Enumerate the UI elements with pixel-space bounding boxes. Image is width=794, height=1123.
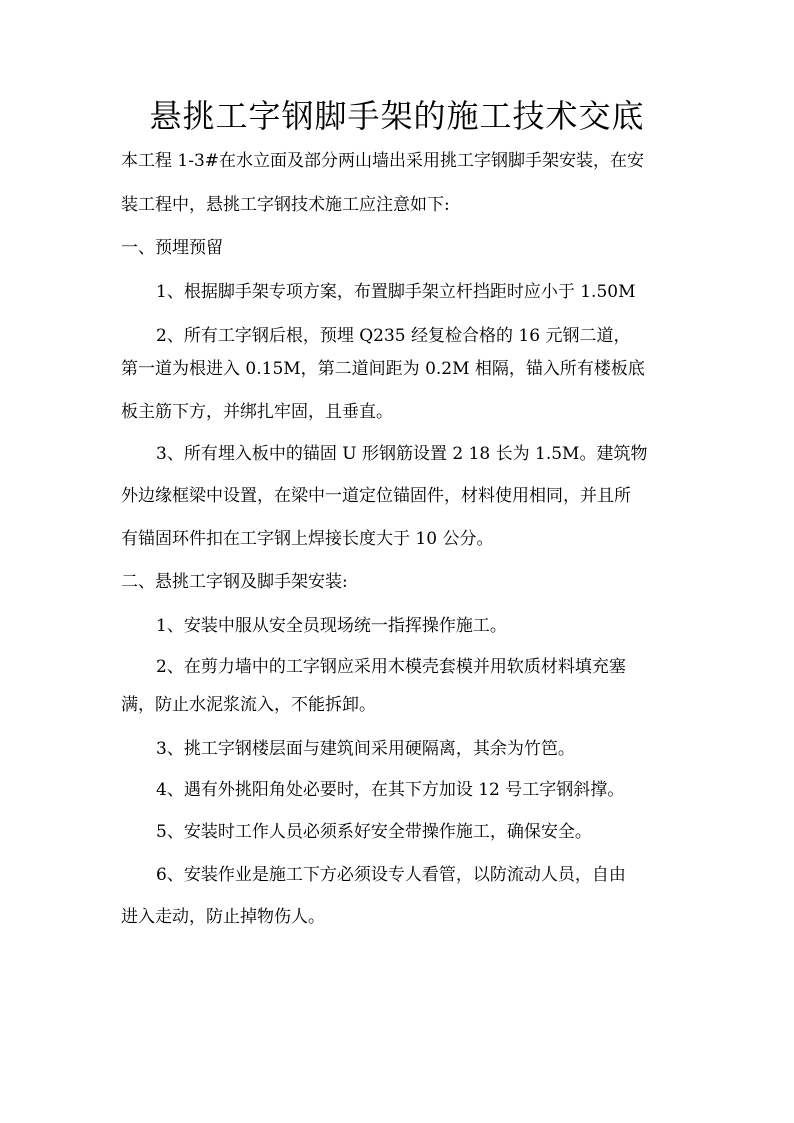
s1-item2-line-1: 2、所有工字钢后根，预埋 Q235 经复检合格的 16 元钢二道， (156, 326, 631, 346)
s2-item6-line-1: 6、安装作业是施工下方必须设专人看管，以防流动人员，自由 (156, 865, 626, 885)
s1-item3-line-3: 有锚固环件扣在工字钢上焊接长度大于 10 公分。 (121, 529, 494, 549)
s2-item3-line-1: 3、挑工字钢楼层面与建筑间采用硬隔离，其余为竹笆。 (156, 739, 575, 759)
s1-item3-line-1: 3、所有埋入板中的锚固 U 形钢筋设置 2 18 长为 1.5M。建筑物 (156, 444, 648, 464)
s2-item2-line-2: 满，防止水泥浆流入，不能拆卸。 (121, 695, 376, 715)
s1-item2-line-3: 板主筋下方，并绑扎牢固，且垂直。 (121, 402, 393, 422)
intro-line-1: 本工程 1-3#在水立面及部分两山墙出采用挑工字钢脚手架安装，在安 (121, 151, 645, 171)
document-title: 悬挑工字钢脚手架的施工技术交底 (149, 97, 645, 135)
intro-line-2: 装工程中，悬挑工字钢技术施工应注意如下: (121, 195, 450, 215)
s2-item1-line-1: 1、安装中服从安全员现场统一指挥操作施工。 (156, 616, 507, 636)
s2-item5-line-1: 5、安装时工作人员必须系好安全带操作施工，确保安全。 (156, 822, 592, 842)
s2-item4-line-1: 4、遇有外挑阳角处必要时，在其下方加设 12 号工字钢斜撑。 (156, 780, 625, 800)
section-2-heading: 二、悬挑工字钢及脚手架安装: (121, 572, 348, 592)
section-1-heading: 一、预埋预留 (121, 238, 223, 258)
s1-item2-line-2: 第一道为根进入 0.15M，第二道间距为 0.2M 相隔，锚入所有楼板底 (121, 359, 645, 379)
s1-item3-line-2: 外边缘框梁中设置，在梁中一道定位锚固件，材料使用相同，并且所 (121, 486, 631, 506)
s1-item1-line-1: 1、根据脚手架专项方案，布置脚手架立杆挡距时应小于 1.50M (156, 282, 636, 302)
s2-item2-line-1: 2、在剪力墙中的工字钢应采用木模壳套模并用软质材料填充塞 (156, 657, 626, 677)
s2-item6-line-2: 进入走动，防止掉物伤人。 (121, 907, 325, 927)
